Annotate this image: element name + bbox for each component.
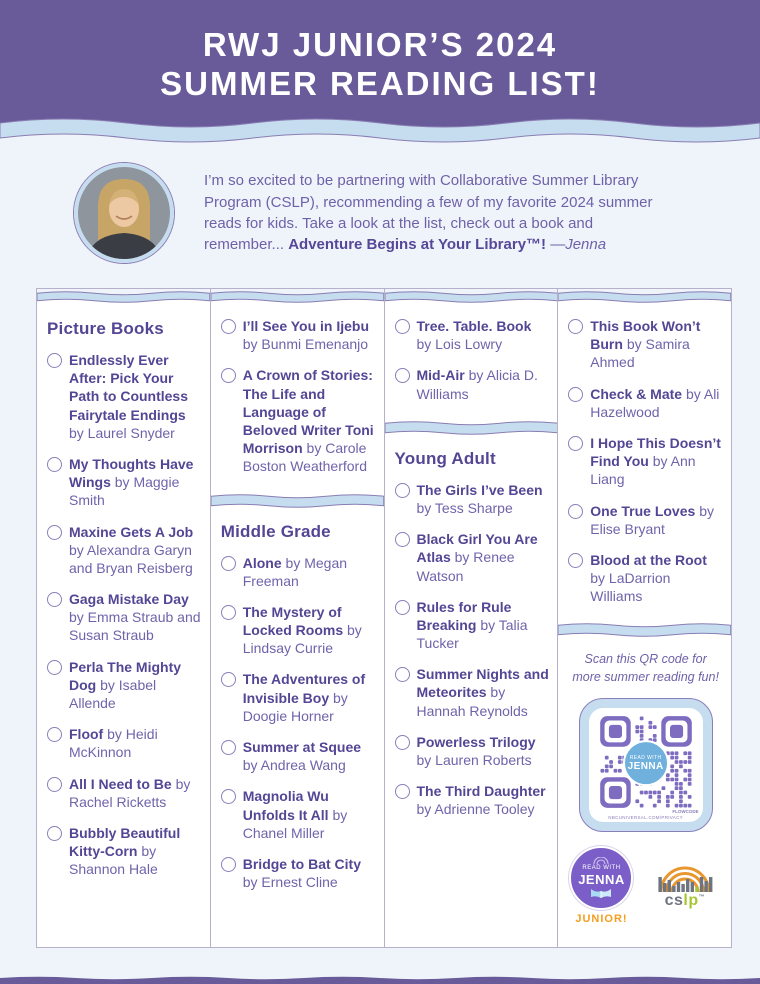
book-title: Blood at the Root: [590, 551, 707, 568]
book-title: One True Loves: [590, 502, 696, 519]
book-item: [395, 733, 550, 769]
book-item: [221, 366, 376, 475]
book-author: by Alexandra Garyn and Bryan Reisberg: [69, 541, 193, 576]
title-line-2: SUMMER READING LIST!: [160, 65, 600, 102]
book-author: by Alicia D. Williams: [416, 367, 538, 402]
book-author: by Lois Lowry: [416, 336, 503, 353]
checkbox-circle[interactable]: [221, 556, 236, 571]
book-author: by Hannah Reynolds: [416, 684, 528, 719]
checkbox-circle[interactable]: [221, 368, 236, 383]
checkbox-circle[interactable]: [47, 660, 62, 675]
book-entry: [417, 733, 550, 769]
intro-text: [204, 170, 666, 255]
book-author: by LaDarrion Williams: [590, 570, 671, 605]
book-title: Rules for Rule Breaking: [416, 598, 512, 633]
book-author: by Bunmi Emenanjo: [242, 336, 369, 353]
jenna-logo-line2: JENNA: [578, 872, 625, 888]
book-author: by Isabel Allende: [69, 676, 157, 711]
book-title: Summer at Squee: [242, 739, 362, 755]
book-entry: [69, 725, 202, 761]
checkbox-circle[interactable]: [221, 319, 236, 334]
book-entry: [69, 351, 202, 442]
book-author: by Ernest Cline: [242, 874, 338, 891]
book-entry: [590, 317, 723, 372]
book-author: by Adrienne Tooley: [416, 801, 535, 818]
book-entry: [417, 366, 550, 402]
book-item: [47, 590, 202, 645]
checkbox-circle[interactable]: [395, 600, 410, 615]
book-author: by Tess Sharpe: [416, 499, 513, 516]
header-wave-decoration: [0, 111, 760, 151]
book-item: [568, 434, 723, 489]
checkbox-circle[interactable]: [47, 457, 62, 472]
qr-code: [579, 698, 713, 832]
book-title: Powerless Trilogy: [416, 733, 536, 750]
cslp-wordmark: [647, 893, 723, 909]
checkbox-circle[interactable]: [221, 605, 236, 620]
book-entry: [590, 502, 723, 538]
book-title: Tree. Table. Book: [416, 318, 532, 334]
checkbox-circle[interactable]: [395, 667, 410, 682]
book-item: [568, 385, 723, 421]
qr-note: Scan this QR code for more summer reading fun!: [572, 652, 719, 684]
cslp-cs: cs: [664, 892, 684, 910]
checkbox-circle[interactable]: [47, 826, 62, 841]
book-item: [47, 725, 202, 761]
qr-badge-line2: JENNA: [627, 761, 664, 773]
book-author: by Maggie Smith: [69, 474, 180, 509]
book-title: The Mystery of Locked Rooms: [242, 603, 344, 639]
wave-divider: [558, 621, 731, 639]
checkbox-circle[interactable]: [395, 784, 410, 799]
book-author: by Heidi McKinnon: [69, 726, 158, 761]
book-item: [47, 658, 202, 713]
checkbox-circle[interactable]: [47, 592, 62, 607]
column-picture-books: [36, 288, 211, 948]
book-item: [568, 502, 723, 538]
book-item: [47, 824, 202, 879]
book-item: [568, 551, 723, 606]
book-item: [395, 665, 550, 720]
checkbox-circle[interactable]: [395, 735, 410, 750]
book-author: by Lauren Roberts: [416, 752, 532, 768]
qr-code-inner: [589, 708, 703, 822]
column-top-wave: [211, 289, 384, 305]
book-author: by Rachel Ricketts: [69, 775, 191, 810]
book-item: [221, 554, 376, 590]
book-item: [47, 775, 202, 811]
book-title: Bubbly Beautiful Kitty-Corn: [69, 824, 181, 860]
checkbox-circle[interactable]: [395, 319, 410, 334]
book-author: by Lindsay Currie: [242, 622, 362, 657]
book-title: All I Need to Be: [69, 775, 172, 792]
cslp-logo: [647, 846, 723, 909]
section-heading-picture-books: Picture Books: [47, 319, 164, 338]
intro-section: [0, 151, 760, 263]
book-title: Bridge to Bat City: [242, 855, 361, 872]
book-item: [221, 670, 376, 725]
junior-label: JUNIOR!: [575, 913, 628, 926]
book-entry: [417, 530, 550, 585]
intro-body: I’m so excited to be partnering with Collaborative Summer Library Program (CSLP), recommending a few of my favorite 2024 summer reads for kids. Take a look at the list, check out a book and remember...: [204, 172, 653, 254]
book-title: Endlessly Ever After: Pick Your Path to Countless Fairytale Endings: [69, 352, 189, 423]
book-title: The Adventures of Invisible Boy: [242, 671, 366, 706]
book-title: Black Girl You Are Atlas: [416, 531, 538, 566]
book-title: Perla The Mighty Dog: [69, 658, 182, 693]
book-entry: [243, 670, 376, 725]
book-item: [47, 455, 202, 510]
column-top-wave: [37, 289, 210, 305]
book-title: A Crown of Stories: The Life and Language of Beloved Writer Toni Morrison: [242, 367, 374, 457]
book-author: by Ann Liang: [590, 453, 696, 488]
book-list: [36, 288, 732, 948]
checkbox-circle[interactable]: [395, 368, 410, 383]
book-item: [395, 481, 550, 517]
flowcode-label: FLOWCODE: [672, 809, 699, 815]
column-top-wave: [385, 289, 558, 305]
book-author: by Renee Watson: [416, 549, 515, 584]
checkbox-circle[interactable]: [221, 857, 236, 872]
book-entry: [417, 481, 550, 517]
book-entry: [417, 665, 550, 720]
book-entry: [417, 782, 550, 818]
book-title: Gaga Mistake Day: [69, 591, 189, 608]
book-author: by Ali Hazelwood: [590, 385, 720, 420]
footer-wave-decoration: [0, 974, 760, 984]
checkbox-circle[interactable]: [221, 740, 236, 755]
intro-signature: —Jenna: [546, 236, 607, 254]
section-heading-young-adult: Young Adult: [394, 448, 496, 468]
logos-row: [568, 846, 723, 925]
book-title: The Girls I’ve Been: [416, 481, 543, 498]
book-title: I Hope This Doesn’t Find You: [590, 434, 721, 470]
book-entry: [417, 598, 550, 653]
column-young-adult-continued: [557, 288, 732, 948]
book-title: Check & Mate: [590, 385, 683, 402]
book-entry: [243, 855, 376, 891]
checkbox-circle[interactable]: [221, 789, 236, 804]
book-author: by Emma Straub and Susan Straub: [69, 609, 201, 644]
book-item: [47, 523, 202, 578]
book-entry: [69, 775, 202, 811]
book-entry: [243, 554, 376, 590]
book-entry: [243, 366, 376, 475]
book-author: by Talia Tucker: [416, 616, 528, 652]
book-item: [221, 855, 376, 891]
book-item: [395, 782, 550, 818]
book-entry: [69, 523, 202, 578]
column-middle-grade: [210, 288, 385, 948]
book-entry: [590, 385, 723, 421]
book-title: Alone: [242, 554, 282, 571]
book-title: Maxine Gets A Job: [69, 523, 194, 540]
intro-slogan: Adventure Begins at Your Library™!: [288, 236, 547, 254]
book-entry: [69, 658, 202, 713]
book-author: by Megan Freeman: [242, 554, 348, 589]
book-item: [395, 366, 550, 402]
jenna-portrait-illustration: [78, 167, 170, 259]
book-entry: [590, 434, 723, 489]
open-book-icon: [589, 888, 613, 899]
book-entry: [243, 317, 376, 353]
checkbox-circle[interactable]: [395, 483, 410, 498]
read-with-jenna-badge: [569, 846, 633, 910]
page-title: [0, 0, 760, 103]
book-item: [568, 317, 723, 372]
book-author: by Samira Ahmed: [590, 336, 690, 371]
avatar: [74, 163, 174, 263]
checkbox-circle[interactable]: [47, 777, 62, 792]
column-top-wave: [558, 289, 731, 305]
book-author: by Doogie Horner: [242, 689, 348, 724]
book-title: Floof: [69, 726, 104, 743]
cslp-tm: ™: [698, 895, 706, 902]
title-line-1: RWJ JUNIOR’S 2024: [202, 26, 558, 63]
book-entry: [69, 824, 202, 879]
book-author: by Chanel Miller: [242, 806, 348, 841]
book-item: [221, 603, 376, 658]
section-heading-middle-grade: Middle Grade: [220, 521, 331, 541]
book-author: by Elise Bryant: [590, 502, 714, 537]
jenna-logo-line1: READ WITH: [582, 865, 621, 872]
checkbox-circle[interactable]: [47, 525, 62, 540]
book-item: [221, 787, 376, 842]
book-entry: [243, 787, 376, 842]
read-with-jenna-qr-badge: [623, 741, 669, 787]
book-entry: [417, 317, 550, 353]
book-title: The Third Daughter: [416, 783, 546, 800]
wave-divider: [211, 492, 384, 510]
checkbox-circle[interactable]: [395, 532, 410, 547]
book-entry: [69, 590, 202, 645]
qr-privacy-url: NBCUNIVERSAL.COM/PRIVACY: [608, 815, 683, 821]
book-author: by Laurel Snyder: [69, 424, 175, 441]
checkbox-circle[interactable]: [568, 319, 583, 334]
book-entry: [69, 455, 202, 510]
book-author: by Andrea Wang: [242, 757, 346, 774]
book-title: Mid-Air: [416, 367, 465, 384]
book-entry: [243, 603, 376, 658]
book-title: Summer Nights and Meteorites: [416, 666, 549, 701]
cslp-arcs-bars-icon: [648, 846, 722, 893]
book-author: by Shannon Hale: [69, 843, 158, 878]
book-title: I’ll See You in Ijebu: [242, 318, 370, 334]
book-title: This Book Won’t Burn: [590, 318, 701, 353]
book-item: [395, 598, 550, 653]
qr-badge-line1: READ WITH: [629, 755, 662, 762]
book-entry: [590, 551, 723, 606]
radio-waves-icon: [592, 857, 610, 864]
checkbox-circle[interactable]: [221, 672, 236, 687]
checkbox-circle[interactable]: [47, 353, 62, 368]
column-young-adult: [384, 288, 559, 948]
checkbox-circle[interactable]: [47, 727, 62, 742]
book-item: [221, 738, 376, 774]
book-item: [47, 351, 202, 442]
book-title: Magnolia Wu Unfolds It All: [242, 788, 329, 823]
book-entry: [243, 738, 376, 774]
wave-divider: [385, 419, 558, 437]
header-banner: [0, 0, 760, 112]
checkbox-circle[interactable]: [568, 553, 583, 568]
book-item: [395, 317, 550, 353]
book-title: My Thoughts Have Wings: [69, 455, 194, 491]
cslp-lp: lp: [683, 892, 699, 910]
checkbox-circle[interactable]: [568, 436, 583, 451]
book-item: [395, 530, 550, 585]
checkbox-circle[interactable]: [568, 504, 583, 519]
qr-section: [568, 621, 723, 925]
book-item: [221, 317, 376, 353]
read-with-jenna-junior-logo: [568, 846, 634, 925]
book-author: by Carole Boston Weatherford: [242, 440, 368, 475]
checkbox-circle[interactable]: [568, 387, 583, 402]
